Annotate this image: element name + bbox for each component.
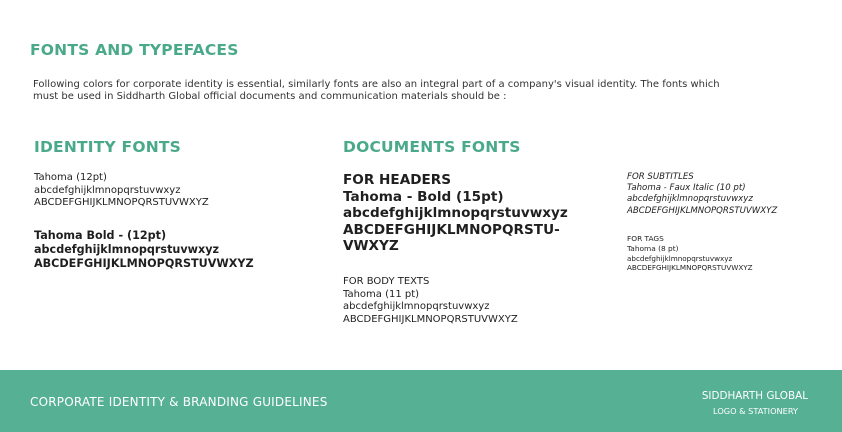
subtitles-sample xyxy=(627,172,777,217)
identity-regular-sample xyxy=(34,172,209,210)
subtitles-lower: abcdefghijklmnopqrstuvwxyz xyxy=(627,194,753,205)
intro-line-1: Following colors for corporate identity is essential, similarly fonts are also an integral part of a company's visual identity. The fonts which xyxy=(33,79,720,90)
headers-label: FOR HEADERS xyxy=(343,172,452,188)
body-upper: ABCDEFGHIJKLMNOPQRSTUVWXYZ xyxy=(343,313,518,325)
headers-sample xyxy=(343,172,568,255)
identity-bold-lower: abcdefghijklmnopqrstuvwxyz xyxy=(34,243,220,256)
subtitles-font-name: Tahoma - Faux Italic (10 pt) xyxy=(627,183,746,194)
intro-line-2: must be used in Siddharth Global official documents and communication materials should be : xyxy=(33,91,507,102)
tags-sample xyxy=(627,234,753,273)
tags-label: FOR TAGS xyxy=(627,234,664,243)
footer-subtitle: LOGO & STATIONERY xyxy=(713,406,798,416)
documents-fonts-title: DOCUMENTS FONTS xyxy=(343,138,521,156)
subtitles-label: FOR SUBTITLES xyxy=(627,172,694,182)
identity-bold-upper: ABCDEFGHIJKLMNOPQRSTUVWXYZ xyxy=(34,257,254,270)
tags-font-name: Tahoma (8 pt) xyxy=(627,243,679,253)
body-label: FOR BODY TEXTS xyxy=(343,276,430,287)
footer-bar xyxy=(0,370,842,432)
headers-upper-2: VWXYZ xyxy=(343,238,399,254)
identity-regular-name: Tahoma (12pt) xyxy=(34,172,107,183)
tags-upper: ABCDEFGHIJKLMNOPQRSTUVWXYZ xyxy=(627,263,753,273)
headers-font-name: Tahoma - Bold (15pt) xyxy=(343,188,504,205)
subtitles-upper: ABCDEFGHIJKLMNOPQRSTUVWXYZ xyxy=(627,205,778,216)
intro-paragraph xyxy=(33,79,773,103)
footer-guidelines-title: CORPORATE IDENTITY & BRANDING GUIDELINES xyxy=(30,395,328,409)
headers-upper-1: ABCDEFGHIJKLMNOPQRSTU- xyxy=(343,221,560,238)
headers-lower: abcdefghijklmnopqrstuvwxyz xyxy=(343,205,568,221)
identity-bold-sample xyxy=(34,229,254,271)
identity-regular-upper: ABCDEFGHIJKLMNOPQRSTUVWXYZ xyxy=(34,197,209,208)
body-lower: abcdefghijklmnopqrstuvwxyz xyxy=(343,301,490,312)
tags-lower: abcdefghijklmnopqrstuvwxyz xyxy=(627,253,733,263)
identity-bold-name: Tahoma Bold - (12pt) xyxy=(34,229,167,242)
identity-regular-lower: abcdefghijklmnopqrstuvwxyz xyxy=(34,184,181,196)
body-font-name: Tahoma (11 pt) xyxy=(343,288,420,300)
identity-fonts-title: IDENTITY FONTS xyxy=(34,138,181,156)
footer-company-name: SIDDHARTH GLOBAL xyxy=(701,390,808,402)
body-texts-sample xyxy=(343,276,518,326)
page-title: FONTS AND TYPEFACES xyxy=(30,41,239,59)
